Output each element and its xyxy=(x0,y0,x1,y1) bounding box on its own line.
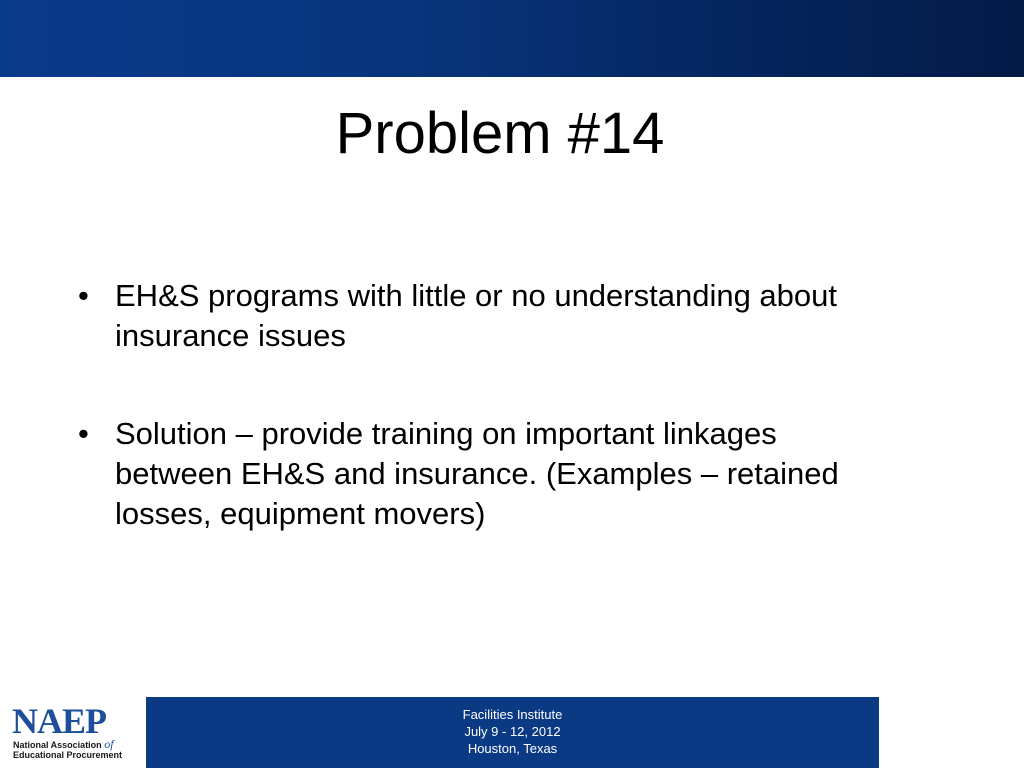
footer-event-info xyxy=(146,706,879,757)
bullet-marker: • xyxy=(78,278,89,313)
logo-line2: Educational Procurement xyxy=(13,750,123,760)
logo-line1-prefix: National Association xyxy=(13,740,105,750)
bullet-text-line: EH&S programs with little or no understanding about xyxy=(115,278,838,313)
event-name: Facilities Institute xyxy=(462,707,563,722)
logo-acronym: NAEP xyxy=(12,701,106,741)
bullet-list xyxy=(70,276,940,592)
bullet-text-line: between EH&S and insurance. (Examples – retained xyxy=(115,456,839,491)
bullet-marker: • xyxy=(78,416,89,451)
bullet-item xyxy=(70,276,940,356)
event-dates: July 9 - 12, 2012 xyxy=(464,724,561,739)
slide-title: Problem #14 xyxy=(335,101,665,166)
bullet-text-line: insurance issues xyxy=(115,318,346,353)
naep-logo xyxy=(0,697,146,768)
bullet-text-line: Solution – provide training on important linkages xyxy=(115,416,777,451)
bullet-text-line: losses, equipment movers) xyxy=(115,496,486,531)
bullet-item xyxy=(70,414,940,534)
logo-subtitle xyxy=(13,739,143,760)
logo-line1-of: of xyxy=(104,737,114,751)
header-band xyxy=(0,0,1024,77)
event-location: Houston, Texas xyxy=(467,741,558,756)
footer-event-bar xyxy=(146,697,879,768)
footer-right-blank xyxy=(879,697,1024,768)
